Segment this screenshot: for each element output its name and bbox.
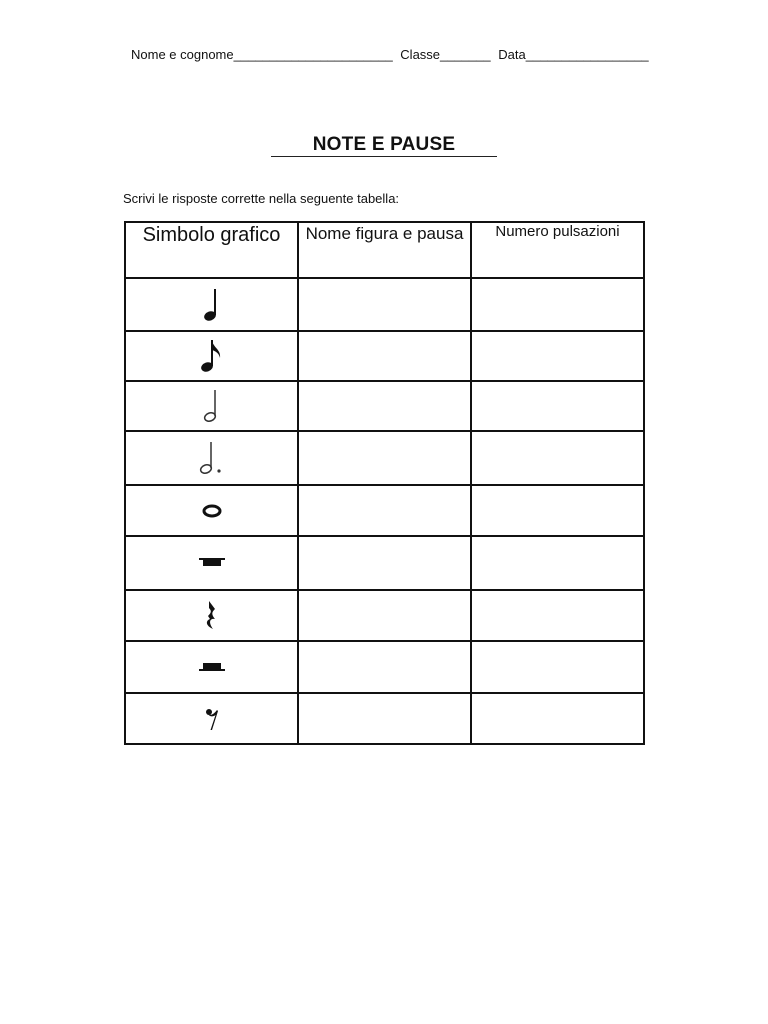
name-field-label[interactable]: Nome e cognome______________________ [131, 47, 393, 62]
symbol-cell [125, 485, 298, 536]
beats-answer-cell[interactable] [471, 381, 644, 431]
table-row [125, 431, 644, 485]
name-answer-cell[interactable] [298, 331, 471, 381]
dotted-half-note-icon [198, 440, 226, 476]
beats-answer-cell[interactable] [471, 693, 644, 744]
instructions-text: Scrivi le risposte corrette nella seguente tabella: [123, 191, 400, 206]
column-header-name: Nome figura e pausa [298, 222, 471, 278]
name-answer-cell[interactable] [298, 485, 471, 536]
beats-answer-cell[interactable] [471, 536, 644, 590]
beats-answer-cell[interactable] [471, 278, 644, 331]
beats-answer-cell[interactable] [471, 331, 644, 381]
table-row [125, 485, 644, 536]
table-row [125, 536, 644, 590]
symbol-cell [125, 431, 298, 485]
name-answer-cell[interactable] [298, 431, 471, 485]
whole-note-icon [201, 503, 223, 519]
half-note-icon [202, 388, 222, 424]
table-header-row [125, 222, 644, 278]
symbol-cell [125, 641, 298, 693]
symbol-cell [125, 331, 298, 381]
table-row [125, 693, 644, 744]
answer-table [124, 221, 645, 745]
name-answer-cell[interactable] [298, 590, 471, 641]
symbol-cell [125, 278, 298, 331]
quarter-rest-icon [204, 599, 220, 633]
name-answer-cell[interactable] [298, 641, 471, 693]
symbol-cell [125, 693, 298, 744]
beats-answer-cell[interactable] [471, 485, 644, 536]
name-answer-cell[interactable] [298, 381, 471, 431]
quarter-note-icon [202, 287, 222, 323]
symbol-cell [125, 536, 298, 590]
beats-answer-cell[interactable] [471, 431, 644, 485]
name-answer-cell[interactable] [298, 278, 471, 331]
table-row [125, 278, 644, 331]
worksheet-title: NOTE E PAUSE [271, 133, 497, 157]
eighth-rest-icon [204, 706, 220, 732]
column-header-symbol: Simbolo grafico [125, 222, 298, 278]
beats-answer-cell[interactable] [471, 590, 644, 641]
symbol-cell [125, 590, 298, 641]
name-answer-cell[interactable] [298, 536, 471, 590]
student-info-line [131, 47, 653, 62]
column-header-beats: Numero pulsazioni [471, 222, 644, 278]
whole-rest-icon [197, 555, 227, 571]
eighth-note-icon [199, 338, 225, 374]
symbol-cell [125, 381, 298, 431]
date-field-label[interactable]: Data_________________ [498, 47, 649, 62]
table-row [125, 590, 644, 641]
table-row [125, 381, 644, 431]
half-rest-icon [197, 659, 227, 675]
table-row [125, 641, 644, 693]
class-field-label[interactable]: Classe_______ [400, 47, 491, 62]
table-row [125, 331, 644, 381]
beats-answer-cell[interactable] [471, 641, 644, 693]
name-answer-cell[interactable] [298, 693, 471, 744]
